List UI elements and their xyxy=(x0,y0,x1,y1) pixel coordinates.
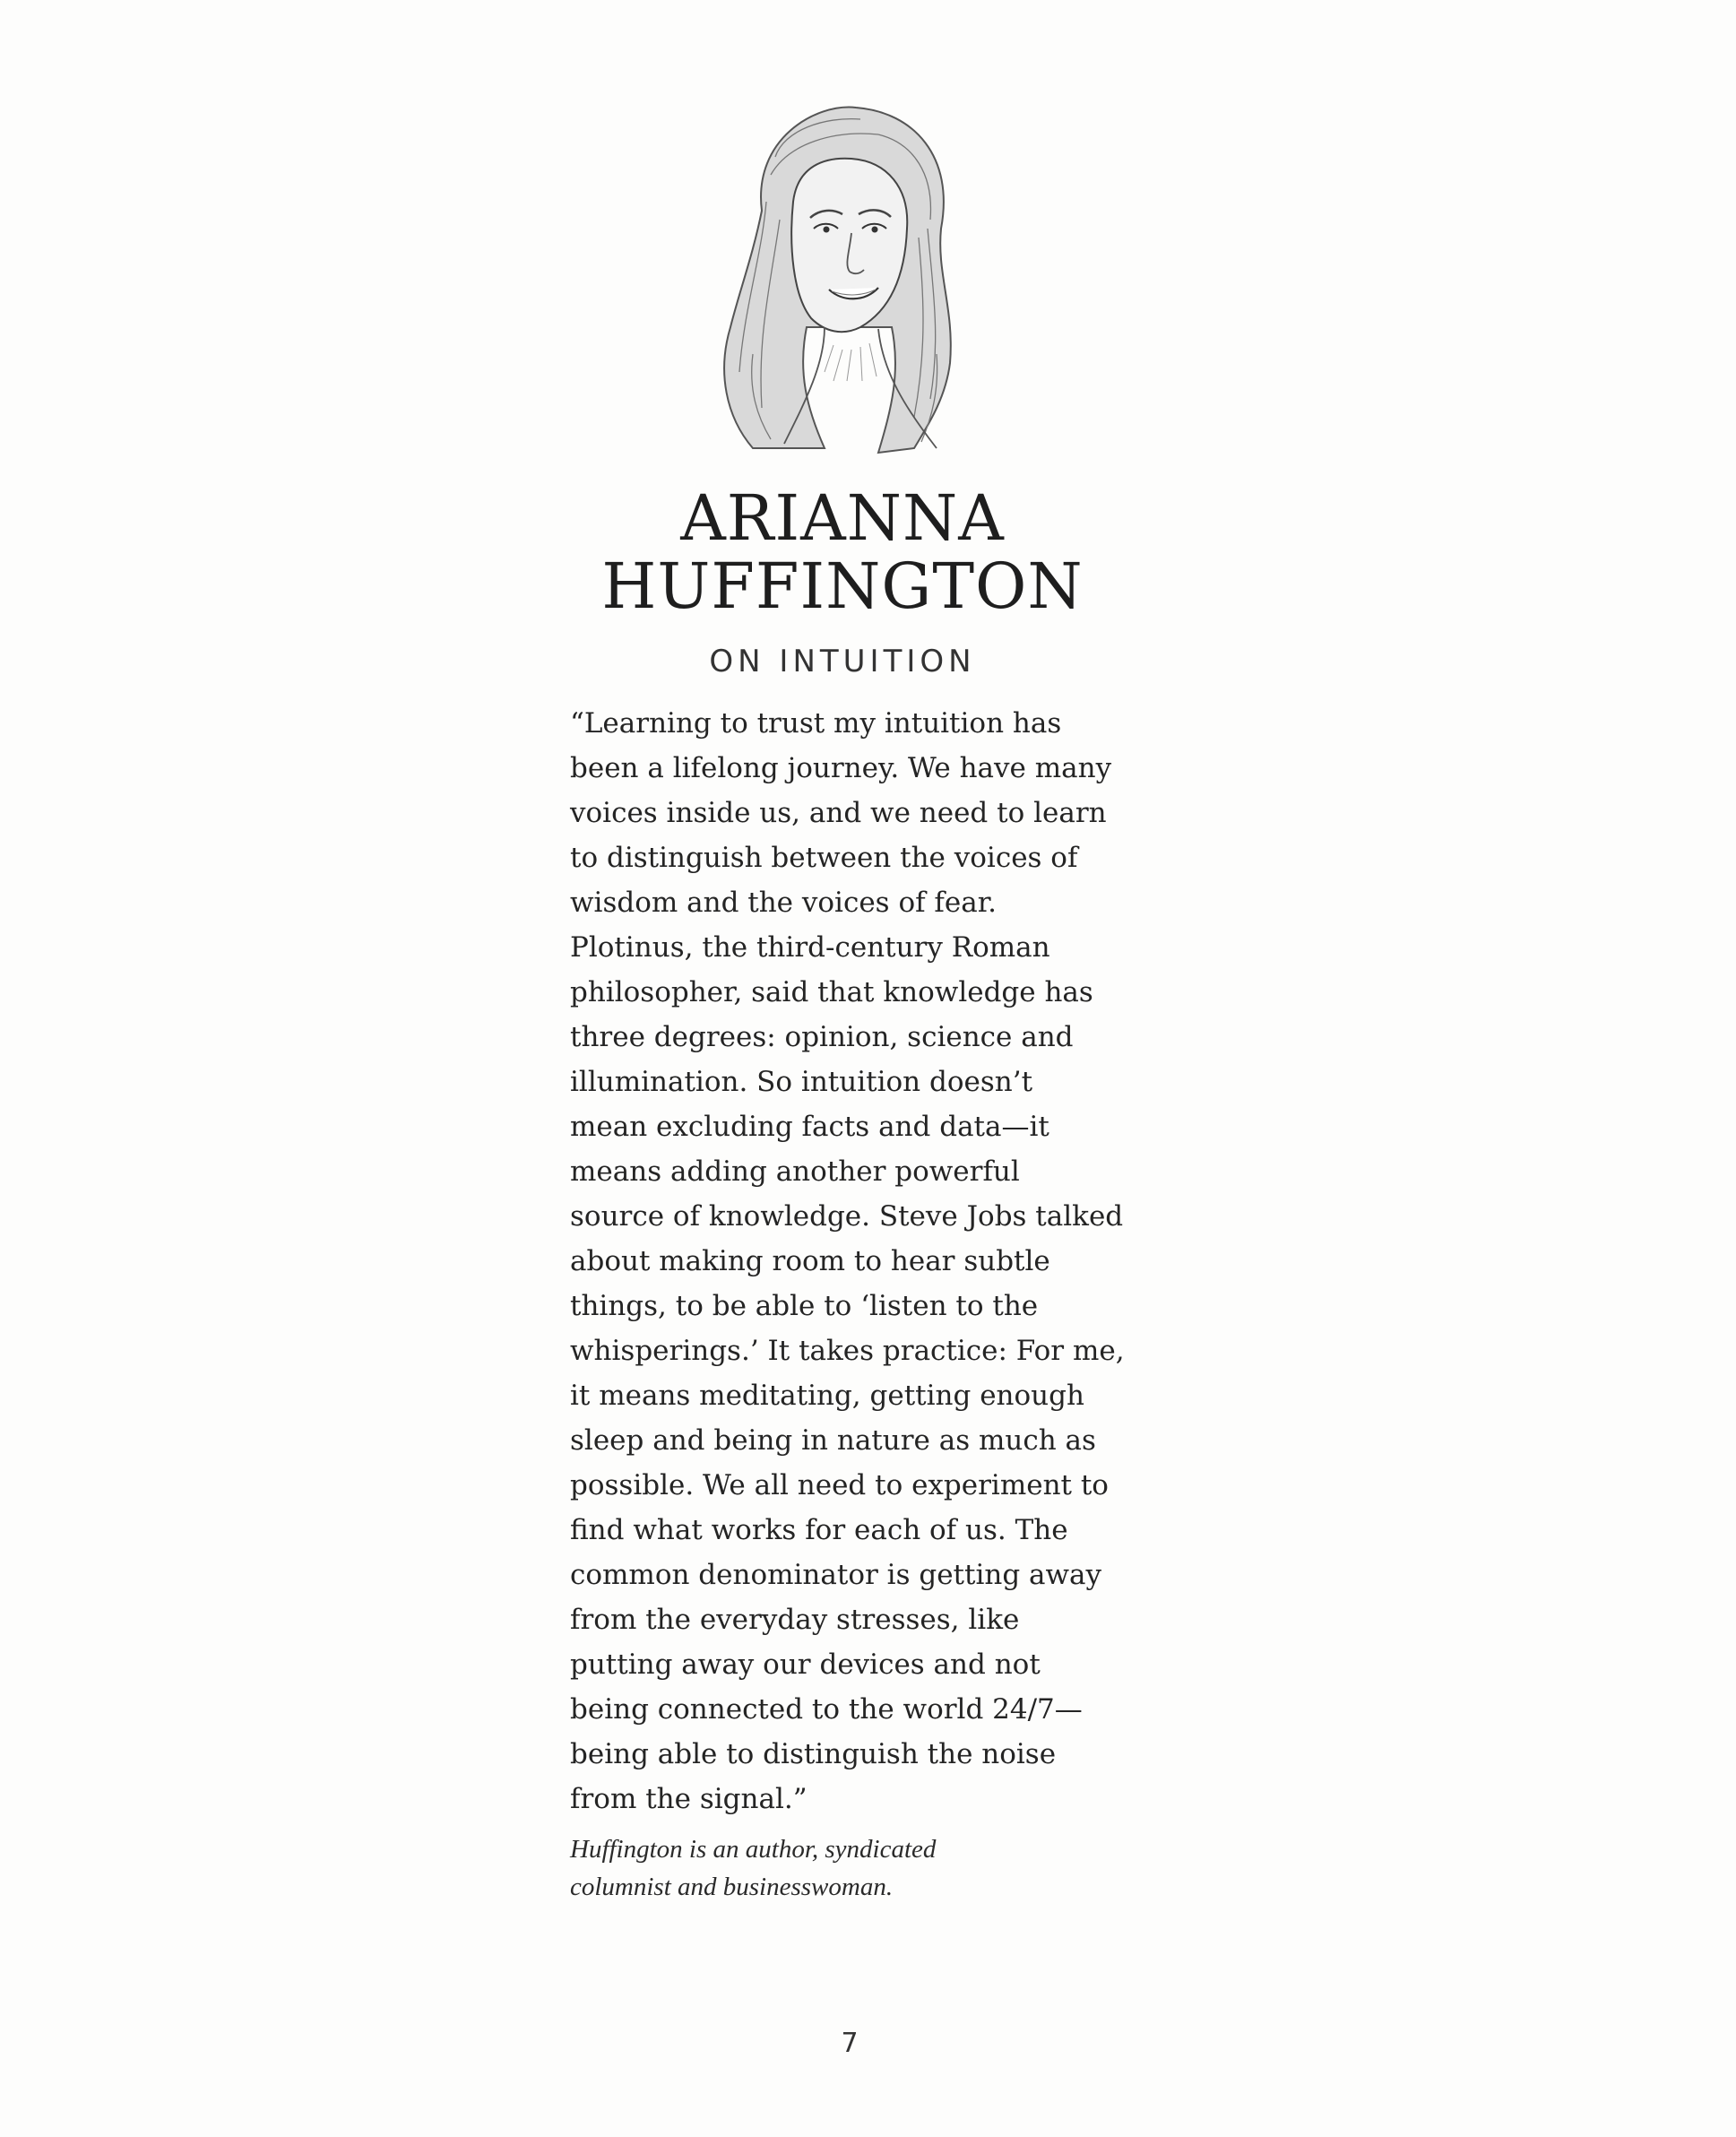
quote-line: being connected to the world 24/7— xyxy=(570,1693,1083,1726)
quote-line: illumination. So intuition doesn’t xyxy=(570,1066,1033,1098)
quote-line: “Learning to trust my intuition has xyxy=(570,707,1062,740)
quote-line: means adding another powerful xyxy=(570,1155,1020,1188)
author-bio xyxy=(570,1830,1144,1906)
page-number: 7 xyxy=(841,2028,859,2059)
quote-line: mean excluding facts and data—it xyxy=(570,1111,1049,1143)
quote-line: from the signal.” xyxy=(570,1783,808,1815)
quote-line: putting away our devices and not xyxy=(570,1648,1041,1681)
quote-line: things, to be able to ‘listen to the xyxy=(570,1290,1039,1322)
subtitle: ON INTUITION xyxy=(709,644,976,679)
quote-line: philosopher, said that knowledge has xyxy=(570,976,1093,1008)
quote-line: possible. We all need to experiment to xyxy=(570,1469,1109,1501)
quote-line: Plotinus, the third-century Roman xyxy=(570,931,1050,964)
name-first: ARIANNA xyxy=(680,481,1005,555)
quote-line: voices inside us, and we need to learn xyxy=(570,797,1107,829)
quote-line: been a lifelong journey. We have many xyxy=(570,752,1112,784)
name-block xyxy=(538,481,1147,679)
quote-line: common denominator is getting away xyxy=(570,1559,1102,1591)
quote-line: whisperings.’ It takes practice: For me, xyxy=(570,1335,1125,1367)
bio-line: Huffington is an author, syndicated xyxy=(570,1835,937,1864)
name-last: HUFFINGTON xyxy=(601,549,1084,623)
quote-line: about making room to hear subtle xyxy=(570,1245,1050,1277)
quote-line: source of knowledge. Steve Jobs talked xyxy=(570,1200,1124,1233)
bio-line: columnist and businesswoman. xyxy=(570,1873,894,1901)
quote-line: wisdom and the voices of fear. xyxy=(570,887,998,919)
quote-line: find what works for each of us. The xyxy=(570,1514,1068,1546)
quote-body xyxy=(570,701,1144,1821)
quote-line: to distinguish between the voices of xyxy=(570,842,1078,874)
portrait-illustration xyxy=(699,103,986,462)
quote-line: from the everyday stresses, like xyxy=(570,1604,1020,1636)
quote-line: it means meditating, getting enough xyxy=(570,1380,1084,1412)
quote-line: three degrees: opinion, science and xyxy=(570,1021,1074,1053)
quote-line: being able to distinguish the noise xyxy=(570,1738,1057,1770)
quote-line: sleep and being in nature as much as xyxy=(570,1424,1096,1457)
